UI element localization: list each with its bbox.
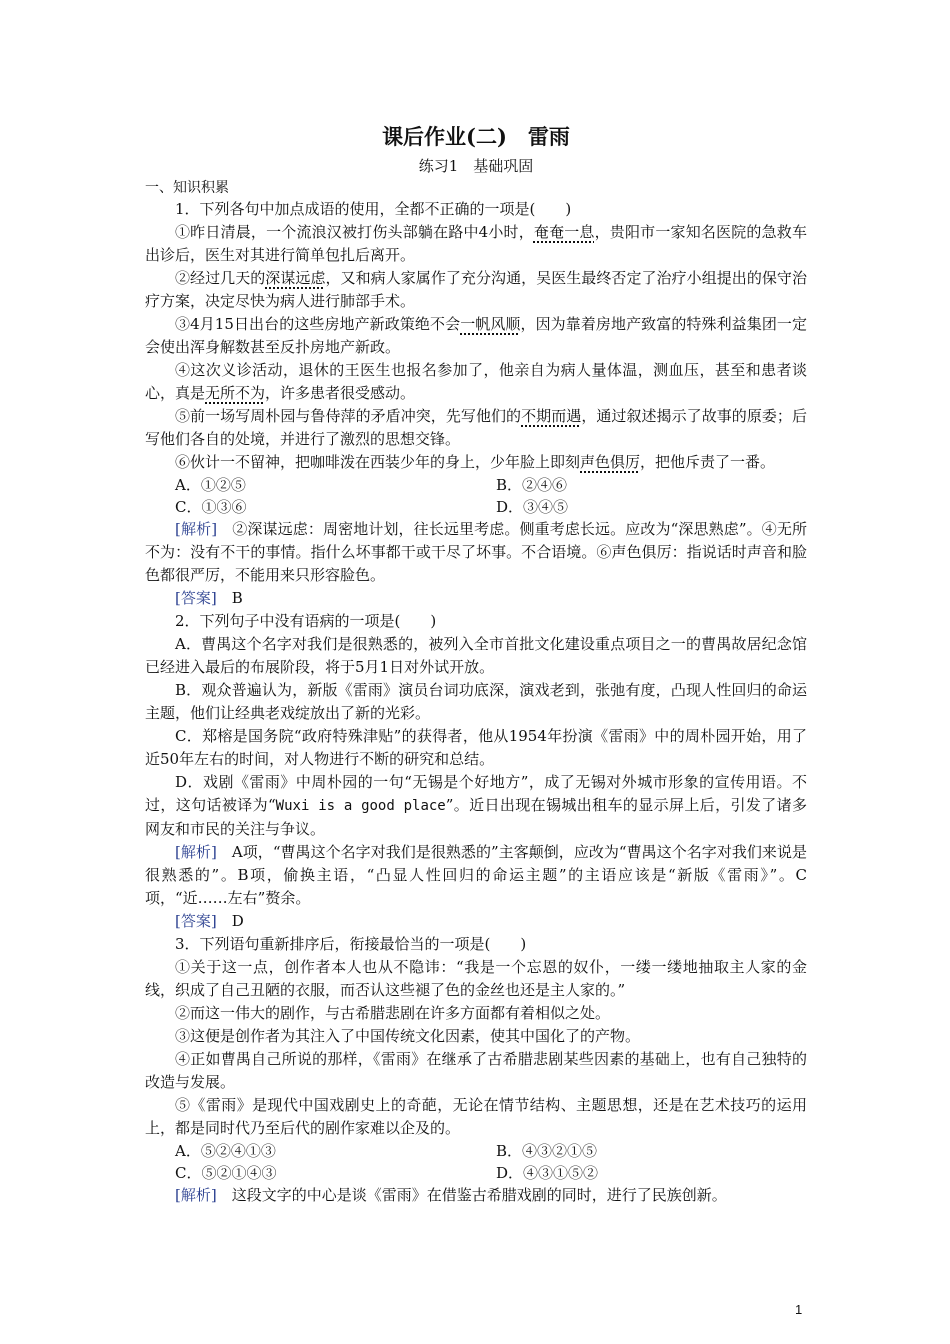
- option-c: C．⑤②①④③: [175, 1164, 277, 1182]
- option-d: D．③④⑤: [496, 498, 569, 516]
- q3-item: ①关于这一点，创作者本人也从不隐讳：“我是一个忘恩的奴仆，一缕一缕地抽取主人家的金线，织成了自己丑陋的衣服，而否认这些褪了色的金丝也还是主人家的。”: [145, 958, 807, 999]
- page-number: 1: [795, 1302, 803, 1317]
- q3-stem: 3．下列语句重新排序后，衔接最恰当的一项是( ): [175, 935, 527, 953]
- english-phrase: Wuxi is a good place: [275, 798, 446, 814]
- option-b: B．②④⑥: [496, 476, 568, 494]
- dotted-idiom: 奄奄一息: [533, 223, 595, 241]
- dotted-idiom: 无所不为: [205, 384, 266, 402]
- section-heading: 一、知识积累: [145, 180, 229, 196]
- analysis-tag: [解析]: [175, 1186, 217, 1204]
- q1-stem: 1．下列各句中加点成语的使用，全都不正确的一项是( ): [175, 200, 572, 218]
- q3-item: ③这便是创作者为其注入了中国传统文化因素，使其中国化了的产物。: [175, 1027, 641, 1045]
- q2-item: D．戏剧《雷雨》中周朴园的一句“无锡是个好地方”，成了无锡对外城市形象的宣传用语。不过，这句话被译为“Wuxi is a good place”。近日出现在锡城出租车的显示屏上后，引发了诸多网友和市民的关注与争议。: [145, 773, 808, 838]
- dotted-idiom: 深谋远虑: [265, 269, 326, 287]
- option-d: D．④③①⑤②: [496, 1164, 599, 1182]
- q1-item: ⑥伙计一不留神，把咖啡泼在西装少年的身上，少年脸上即刻声色俱厉，把他斥责了一番。: [175, 453, 776, 471]
- dotted-idiom: 不期而遇: [521, 407, 582, 425]
- q3-analysis: [解析] 这段文字的中心是谈《雷雨》在借鉴古希腊戏剧的同时，进行了民族创新。: [175, 1186, 727, 1204]
- page-subtitle: 练习1 基础巩固: [418, 157, 534, 175]
- option-c: C．①③⑥: [175, 498, 247, 516]
- q3-options: [145, 1140, 807, 1184]
- document-content: [145, 120, 807, 1207]
- q1-item: ②经过几天的深谋远虑，又和病人家属作了充分沟通，吴医生最终否定了治疗小组提出的保守治疗方案，决定尽快为病人进行肺部手术。: [145, 269, 807, 310]
- answer-tag: [答案]: [175, 912, 217, 930]
- option-b: B．④③②①⑤: [496, 1142, 598, 1160]
- q2-item: C．郑榕是国务院“政府特殊津贴”的获得者，他从1954年扮演《雷雨》中的周朴园开始，用了近50年左右的时间，对人物进行不断的研究和总结。: [145, 727, 807, 768]
- q3-item: ⑤《雷雨》是现代中国戏剧史上的奇葩，无论在情节结构、主题思想，还是在艺术技巧的运用上，都是同时代乃至后代的剧作家难以企及的。: [145, 1096, 807, 1137]
- answer-tag: [答案]: [175, 589, 217, 607]
- q3-item: ②而这一伟大的剧作，与古希腊悲剧在许多方面都有着相似之处。: [175, 1004, 611, 1022]
- q1-item: ③4月15日出台的这些房地产新政策绝不会一帆风顺，因为靠着房地产致富的特殊利益集团一定会使出浑身解数甚至反扑房地产新政。: [145, 315, 807, 356]
- q1-item: ①昨日清晨，一个流浪汉被打伤头部躺在路中4小时，奄奄一息，贵阳市一家知名医院的急救车出诊后，医生对其进行简单包扎后离开。: [145, 223, 807, 264]
- page-title: 课后作业(二) 雷雨: [382, 124, 570, 149]
- q1-item: ⑤前一场写周朴园与鲁侍萍的矛盾冲突，先写他们的不期而遇，通过叙述揭示了故事的原委；后写他们各自的处境，并进行了激烈的思想交锋。: [145, 407, 807, 448]
- q1-options: [145, 474, 807, 518]
- q1-analysis: [解析] ②深谋远虑：周密地计划，往长远里考虑。侧重考虑长远。应改为“深思熟虑”。④无所不为：没有不干的事情。指什么坏事都干或干尽了坏事。不合语境。⑥声色俱厉：指说话时声音和脸色都很严厉，不能用来只形容脸色。: [145, 520, 807, 584]
- option-a: A．⑤②④①③: [175, 1142, 276, 1160]
- analysis-tag: [解析]: [175, 520, 218, 538]
- q2-stem: 2．下列句子中没有语病的一项是( ): [175, 612, 437, 630]
- option-a: A．①②⑤: [175, 476, 246, 494]
- dotted-idiom: 声色俱厉: [580, 453, 641, 471]
- q2-analysis: [解析] A项，“曹禺这个名字对我们是很熟悉的”主客颠倒，应改为“曹禺这个名字对我们来说是很熟悉的”。B项，偷换主语，“凸显人性回归的命运主题”的主语应该是“新版《雷雨》”。C项，“近……左右”赘余。: [145, 843, 807, 907]
- q2-item: B．观众普遍认为，新版《雷雨》演员台词功底深，演戏老到，张弛有度，凸现人性回归的命运主题，他们让经典老戏绽放出了新的光彩。: [145, 681, 807, 722]
- q2-item: A．曹禺这个名字对我们是很熟悉的，被列入全市首批文化建设重点项目之一的曹禺故居纪念馆已经进入最后的布展阶段，将于5月1日对外试开放。: [145, 635, 807, 676]
- q3-item: ④正如曹禺自己所说的那样，《雷雨》在继承了古希腊悲剧某些因素的基础上，也有自己独特的改造与发展。: [145, 1050, 807, 1091]
- q1-item: ④这次义诊活动，退休的王医生也报名参加了，他亲自为病人量体温，测血压，甚至和患者谈心，真是无所不为，许多患者很受感动。: [145, 361, 807, 402]
- dotted-idiom: 一帆风顺: [460, 315, 521, 333]
- q2-answer: [答案] D: [175, 912, 244, 930]
- analysis-tag: [解析]: [175, 843, 217, 861]
- q1-answer: [答案] B: [175, 589, 243, 607]
